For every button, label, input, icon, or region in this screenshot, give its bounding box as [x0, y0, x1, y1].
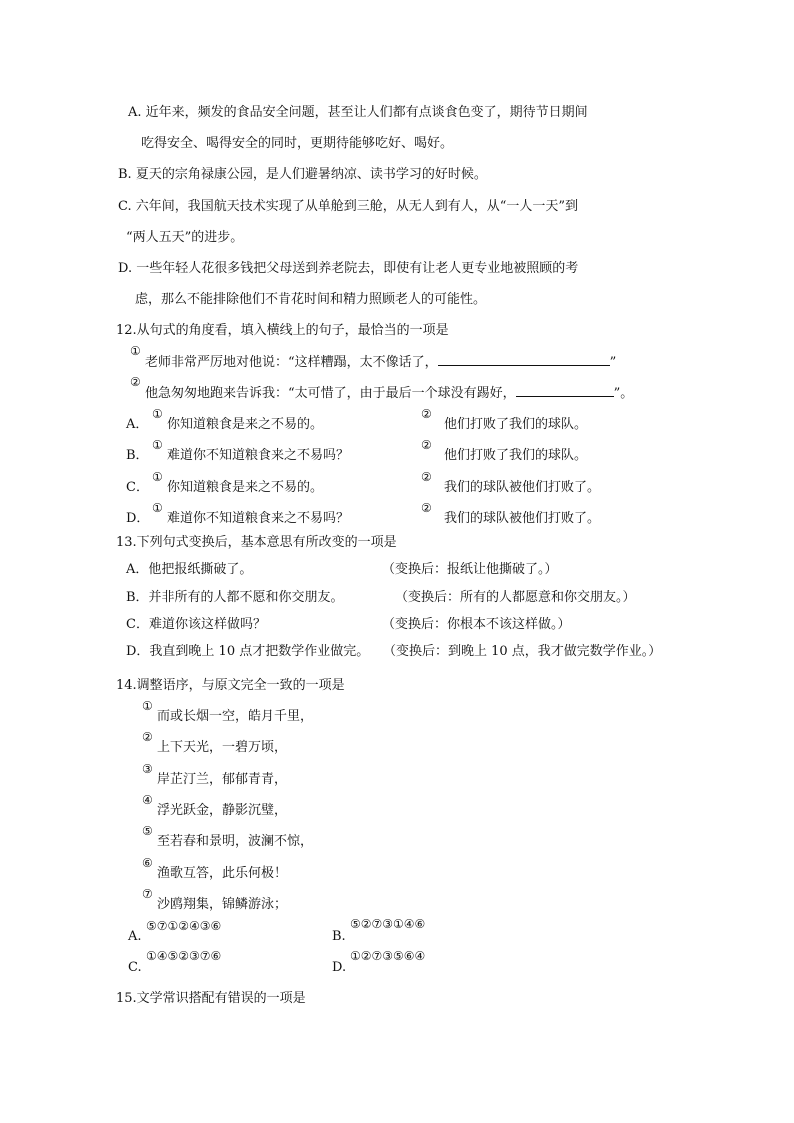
circled-2-marker: ② — [130, 375, 141, 389]
circled-3-marker: ③ — [142, 762, 153, 776]
q12-option-c-label: C． — [126, 480, 149, 495]
q14-choice-c-label: C. — [128, 960, 142, 975]
q13-option-b: B．并非所有的人都不愿和你交朋友。 — [126, 590, 344, 605]
q14-stem: 14.调整语序，与原文完全一致的一项是 — [116, 678, 345, 693]
q14-choice-c-sequence: ①④⑤②③⑦⑥ — [146, 949, 222, 963]
q14-choice-a-sequence: ⑤⑦①②④③⑥ — [146, 919, 222, 933]
q13-stem: 13.下列句式变换后，基本意思有所改变的一项是 — [116, 535, 397, 550]
q14-choice-d-label: D. — [332, 960, 347, 975]
circled-4-marker: ④ — [142, 793, 153, 807]
q12-option-a-text-2: 他们打败了我们的球队。 — [444, 417, 588, 432]
q12-sentence-2-text: 他急匆匆地跑来告诉我：“太可惜了，由于最后一个球没有踢好， — [145, 386, 516, 401]
q11-option-d-line1: D. 一些年轻人花很多钱把父母送到养老院去，即使有让老人更专业地被照顾的考 — [118, 261, 579, 276]
q15-stem: 15.文学常识搭配有错误的一项是 — [116, 991, 306, 1006]
q12-sentence-1-end: ” — [609, 355, 617, 370]
q13-option-a-transform: （变换后：报纸让他撕破了。） — [382, 562, 558, 577]
q12-sentence-2-end: ”。 — [613, 386, 634, 401]
circled-1-marker: ① — [152, 407, 163, 421]
circled-6-marker: ⑥ — [142, 856, 153, 870]
q12-option-a-label: A． — [126, 417, 149, 432]
circled-7-marker: ⑦ — [142, 887, 153, 901]
q11-option-b: B. 夏天的宗角禄康公园，是人们避暑纳凉、读书学习的好时候。 — [118, 167, 487, 182]
q12-sentence-1 — [145, 353, 616, 372]
q14-choice-d-sequence: ①②⑦③⑤⑥④ — [350, 949, 426, 963]
q12-option-b-label: B． — [126, 448, 149, 463]
q14-item-2: 上下天光，一碧万顷， — [157, 740, 288, 755]
q12-stem: 12.从句式的角度看，填入横线上的句子，最恰当的一项是 — [116, 323, 449, 338]
q14-item-7: 沙鸥翔集，锦鳞游泳； — [157, 897, 288, 912]
q11-option-a-line1: A. 近年来，频发的食品安全问题，甚至让人们都有点谈食色变了，期待节日期间 — [128, 105, 588, 120]
q11-option-c-line1: C. 六年间，我国航天技术实现了从单舱到三舱，从无人到有人，从“一人一天”到 — [118, 199, 579, 214]
q14-item-1: 而或长烟一空，皓月千里， — [157, 709, 314, 724]
q12-option-d-text-2: 我们的球队被他们打败了。 — [444, 511, 601, 526]
q12-sentence-2 — [145, 384, 633, 403]
q14-choice-a-label: A. — [128, 929, 142, 944]
circled-1-marker: ① — [142, 699, 153, 713]
q12-option-d-text-1: 难道你不知道粮食来之不易吗？ — [167, 511, 350, 526]
q12-option-b-text-2: 他们打败了我们的球队。 — [444, 448, 588, 463]
q12-option-c-text-1: 你知道粮食是来之不易的。 — [167, 480, 324, 495]
circled-1-marker: ① — [130, 344, 141, 358]
q12-option-c-text-2: 我们的球队被他们打败了。 — [444, 480, 601, 495]
q14-choice-b-sequence: ⑤②⑦③①④⑥ — [350, 917, 426, 931]
q11-option-d-line2: 虑，那么不能排除他们不肯花时间和精力照顾老人的可能性。 — [135, 292, 487, 307]
q12-option-b-text-1: 难道你不知道粮食来之不易吗？ — [167, 448, 350, 463]
q14-item-5: 至若春和景明，波澜不惊， — [157, 834, 314, 849]
q12-blank-2 — [516, 384, 614, 397]
q11-option-c-line2: “两人五天”的进步。 — [126, 230, 244, 245]
circled-2-marker: ② — [421, 407, 432, 421]
circled-5-marker: ⑤ — [142, 824, 153, 838]
q13-option-b-transform: （变换后：所有的人都愿意和你交朋友。） — [395, 590, 636, 605]
q13-option-d: D．我直到晚上 10 点才把数学作业做完。 — [126, 644, 370, 659]
q13-option-a: A．他把报纸撕破了。 — [126, 562, 253, 577]
q14-item-6: 渔歌互答，此乐何极！ — [157, 866, 288, 881]
q14-item-3: 岸芷汀兰，郁郁青青， — [157, 772, 288, 787]
q13-option-d-transform: （变换后：到晚上 10 点，我才做完数学作业。） — [383, 644, 662, 659]
circled-1-marker: ① — [152, 501, 163, 515]
q12-option-a-text-1: 你知道粮食是来之不易的。 — [167, 417, 324, 432]
circled-1-marker: ① — [152, 470, 163, 484]
circled-2-marker: ② — [421, 501, 432, 515]
circled-1-marker: ① — [152, 438, 163, 452]
q12-sentence-1-text: 老师非常严厉地对他说：“这样糟蹋，太不像话了， — [145, 355, 438, 370]
q14-choice-b-label: B. — [332, 929, 346, 944]
q13-option-c-transform: （变换后：你根本不该这样做。） — [382, 617, 571, 632]
q13-option-c: C．难道你该这样做吗？ — [126, 617, 266, 632]
q11-option-a-line2: 吃得安全、喝得安全的同时，更期待能够吃好、喝好。 — [141, 136, 454, 151]
q14-item-4: 浮光跃金，静影沉璧， — [157, 803, 288, 818]
circled-2-marker: ② — [142, 730, 153, 744]
q12-blank-1 — [438, 353, 610, 366]
circled-2-marker: ② — [421, 470, 432, 484]
q12-option-d-label: D． — [126, 511, 150, 526]
circled-2-marker: ② — [421, 438, 432, 452]
